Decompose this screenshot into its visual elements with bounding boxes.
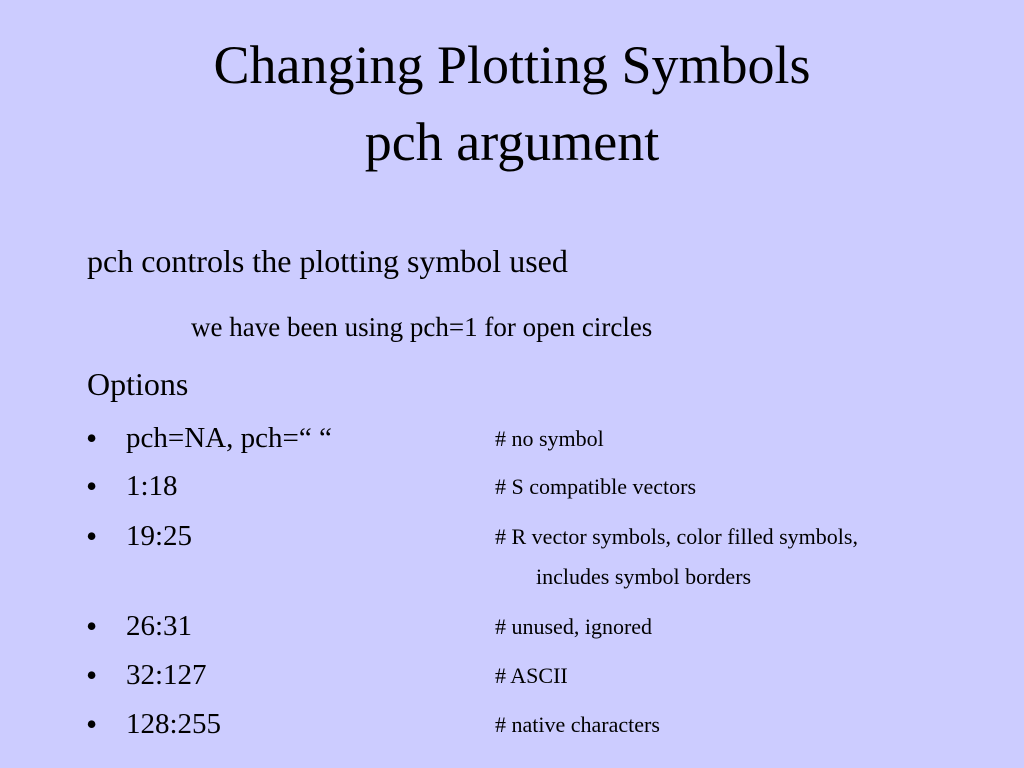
option-row-no-symbol [0,419,1024,459]
option-comment: # R vector symbols, color filled symbols, [495,524,858,549]
option-row-unused [0,607,1024,647]
option-row-s-compatible [0,467,1024,507]
options-heading: Options [87,366,189,402]
option-value: 128:255 [126,708,222,740]
bullet-icon: • [86,608,98,644]
option-value: 26:31 [126,610,193,642]
bullet-icon: • [86,468,98,504]
option-value: pch=NA, pch=“ “ [126,422,332,454]
subintro-text: we have been using pch=1 for open circles [191,312,653,342]
option-value: 19:25 [126,520,193,552]
option-comment: # native characters [495,712,660,737]
bullet-icon: • [86,706,98,742]
bullet-icon: • [86,657,98,693]
option-comment: # no symbol [495,426,604,451]
bullet-icon: • [86,420,98,456]
option-row-r-vector [0,517,1024,597]
bullet-icon: • [86,518,98,554]
intro-text: pch controls the plotting symbol used [87,243,568,279]
option-comment: # unused, ignored [495,614,653,639]
option-value: 1:18 [126,470,178,502]
option-row-ascii [0,656,1024,696]
option-comment: # ASCII [495,663,568,688]
option-comment-continuation: includes symbol borders [536,564,752,589]
slide-title-line2: pch argument [364,112,660,172]
option-comment: # S compatible vectors [495,474,697,499]
slide-title-line1: Changing Plotting Symbols [213,35,811,95]
option-row-native [0,705,1024,745]
option-value: 32:127 [126,659,207,691]
